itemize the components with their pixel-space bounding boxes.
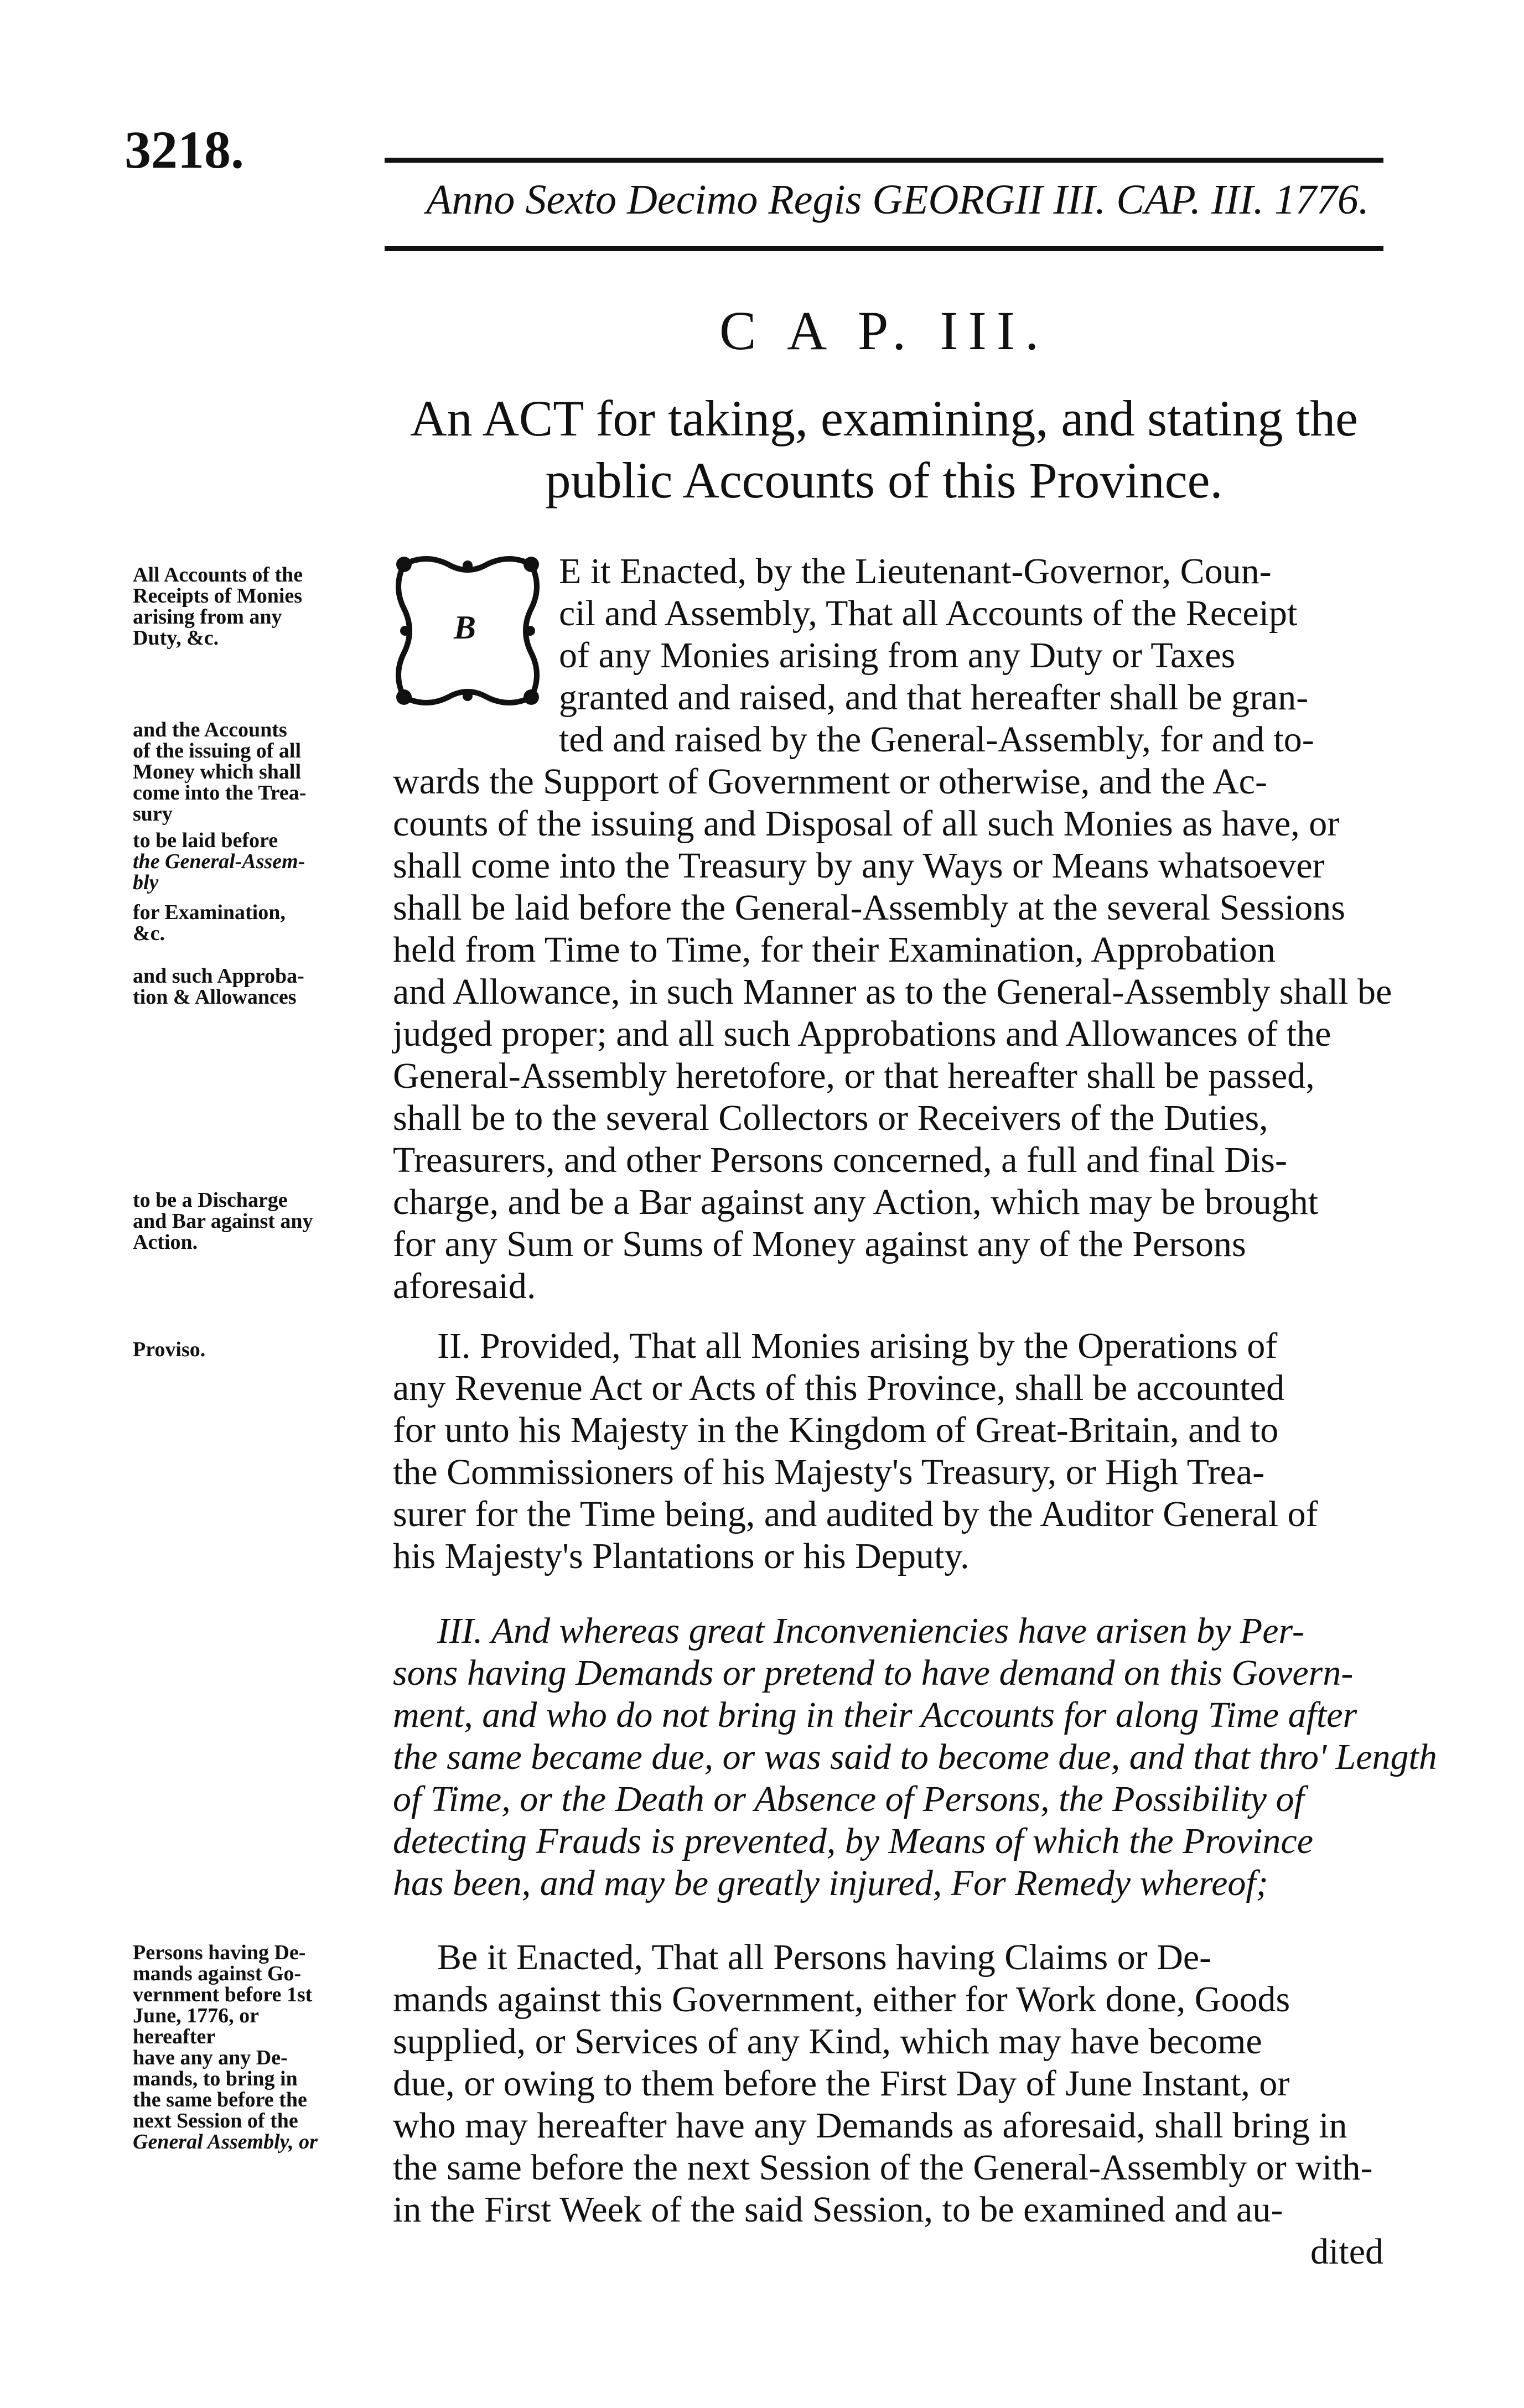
margin-note-line: have any any De- [133,2046,288,2069]
margin-note-line: for Examination, [133,901,286,924]
text-line: for unto his Majesty in the Kingdom of Great-Britain, and to [393,1410,1279,1450]
text-line: any Revenue Act or Acts of this Province, shall be accounted [393,1368,1285,1408]
section-4 [393,1937,1383,2273]
margin-note-line: Duty, &c. [133,626,219,650]
margin-note [133,1339,365,1360]
header-rule-bottom [385,246,1383,251]
text-line: mands against this Government, either for Work done, Goods [393,1979,1290,2020]
margin-note-line: tion & Allowances [133,985,297,1009]
act-title-line2: public Accounts of this Province. [545,452,1223,508]
margin-note-line: sury [133,802,173,826]
dropcap-letter: B [454,609,476,646]
margin-note-line: of the issuing of all [133,739,302,762]
text-line: shall come into the Treasury by any Ways or Means whatsoever [393,845,1325,886]
margin-note [133,902,365,944]
margin-note-line: Persons having De- [133,1941,306,1964]
text-line: for any Sum or Sums of Money against any of the Persons [393,1224,1246,1264]
margin-note-line: Proviso. [133,1338,206,1361]
margin-note-line: &c. [133,922,165,945]
text-line: in the First Week of the said Session, to be examined and au- [393,2189,1283,2230]
text-line: his Majesty's Plantations or his Deputy. [393,1536,970,1576]
margin-note-line: June, 1776, or [133,2004,259,2027]
margin-note-line: Receipts of Monies [133,584,303,608]
margin-note-line: mands, to bring in [133,2067,298,2090]
margin-note [133,1190,365,1253]
text-line: held from Time to Time, for their Examination, Approbation [393,930,1276,970]
margin-note-line: Money which shall [133,760,302,783]
text-line: cil and Assembly, That all Accounts of the Receipt [559,593,1298,634]
margin-note [133,966,365,1008]
chapter-number: C A P. III. [719,300,1049,361]
header-rule-top [385,158,1383,163]
text-line: of Time, or the Death or Absence of Persons, the Possibility of [393,1779,1304,1819]
margin-note-line: Action. [133,1231,198,1254]
margin-note-line: General Assembly, or [133,2130,318,2153]
text-line: E it Enacted, by the Lieutenant-Governor, Coun- [559,551,1272,591]
margin-note-line: come into the Trea- [133,781,307,805]
text-line: Treasurers, and other Persons concerned, a full and final Dis- [393,1140,1287,1180]
section-1 [393,551,1392,1307]
text-line: shall be to the several Collectors or Receivers of the Duties, [393,1098,1268,1138]
text-line: General-Assembly heretofore, or that hereafter shall be passed, [393,1056,1315,1096]
text-line: charge, and be a Bar against any Action, which may be brought [393,1182,1319,1222]
text-line: granted and raised, and that hereafter shall be gran- [559,677,1309,718]
page-number: 3218. [125,120,244,179]
text-line: has been, and may be greatly injured, For Remedy whereof; [393,1863,1268,1903]
margin-note-line: and such Approba- [133,964,304,988]
text-line: detecting Frauds is prevented, by Means of which the Province [393,1821,1313,1861]
text-line: III. And whereas great Inconveniencies have arisen by Per- [437,1611,1304,1651]
text-line: sons having Demands or pretend to have demand on this Govern- [393,1653,1354,1693]
margin-note-line: hereafter [133,2025,216,2048]
margin-note-line: bly [133,871,159,894]
margin-note-line: to be laid before [133,829,278,852]
margin-note-line: All Accounts of the [133,563,303,587]
text-line: due, or owing to them before the First Day of June Instant, or [393,2063,1290,2104]
text-line: aforesaid. [393,1266,536,1306]
margin-note-line: and the Accounts [133,718,287,741]
text-line: ted and raised by the General-Assembly, for and to- [559,719,1314,760]
margin-note-line: next Session of the [133,2109,298,2132]
margin-note [133,564,365,648]
margin-note-line: vernment before 1st [133,1983,313,2006]
text-line: the Commissioners of his Majesty's Treasury, or High Trea- [393,1452,1265,1492]
text-line: judged proper; and all such Approbations and Allowances of the [393,1014,1331,1054]
section-3 [393,1610,1437,1904]
act-title-line1: An ACT for taking, examining, and stating the [410,390,1358,447]
running-head: Anno Sexto Decimo Regis GEORGII III. CAP. III. 1776. [426,177,1369,223]
margin-note-line: mands against Go- [133,1962,302,1985]
margin-note-line: the General-Assem- [133,850,305,873]
margin-note [133,1942,365,2152]
text-line: surer for the Time being, and audited by the Auditor General of [393,1494,1318,1534]
catchword: dited [1310,2231,1383,2272]
text-line: ment, and who do not bring in their Accounts for along Time after [393,1695,1357,1735]
text-line: shall be laid before the General-Assembly at the several Sessions [393,888,1345,928]
margin-note-line: and Bar against any [133,1210,313,1233]
margin-note-line: to be a Discharge [133,1189,288,1212]
margin-note-line: the same before the [133,2088,307,2111]
text-line: Be it Enacted, That all Persons having Claims or De- [437,1937,1212,1978]
margin-note-line: arising from any [133,605,282,629]
margin-note [133,719,365,824]
text-line: the same before the next Session of the General-Assembly or with- [393,2147,1373,2188]
section-2 [393,1325,1383,1577]
text-line: wards the Support of Government or otherwise, and the Ac- [393,761,1267,802]
text-line: supplied, or Services of any Kind, which may have become [393,2021,1262,2062]
text-line: II. Provided, That all Monies arising by the Operations of [437,1326,1278,1366]
text-line: counts of the issuing and Disposal of all such Monies as have, or [393,803,1340,844]
margin-note [133,830,365,893]
text-line: and Allowance, in such Manner as to the General-Assembly shall be [393,972,1392,1012]
text-line: of any Monies arising from any Duty or Taxes [559,635,1236,676]
text-line: the same became due, or was said to become due, and that thro' Length [393,1737,1437,1777]
text-line: who may hereafter have any Demands as aforesaid, shall bring in [393,2105,1347,2146]
act-title [385,387,1383,511]
